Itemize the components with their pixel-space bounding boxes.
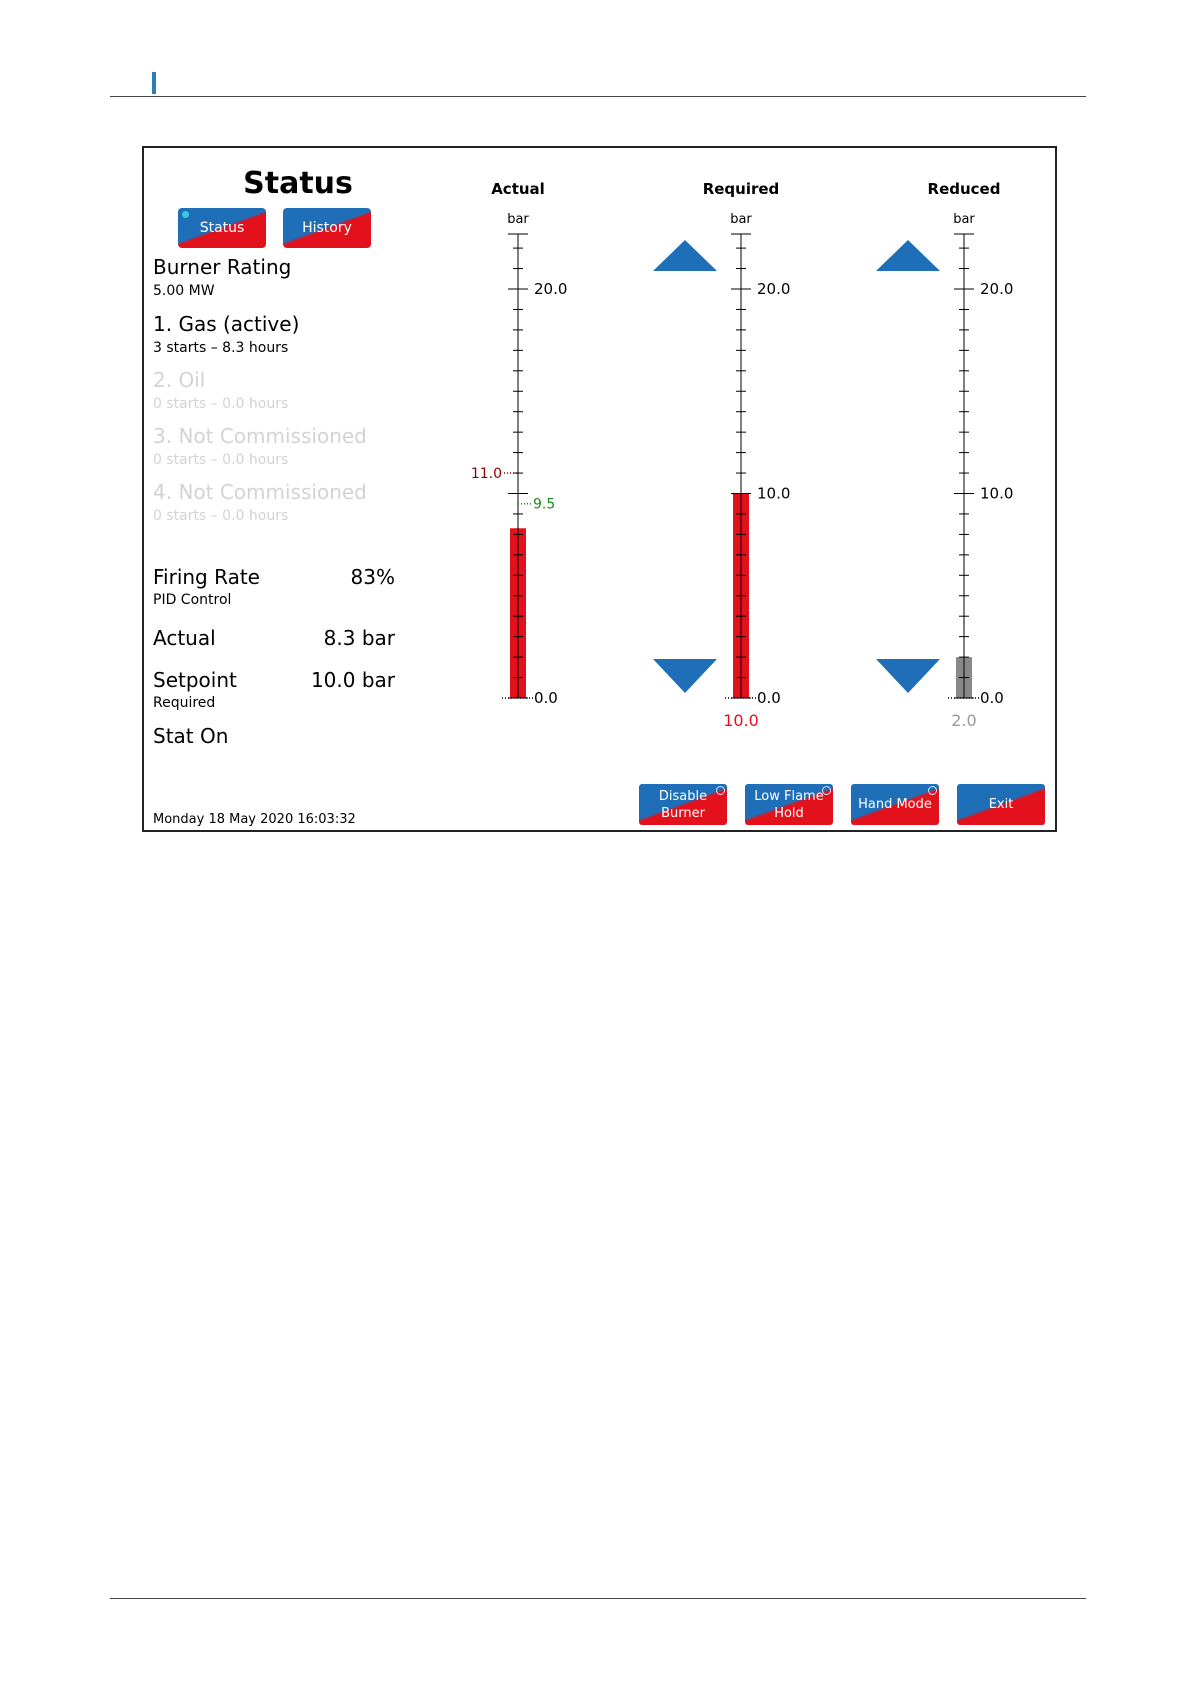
reduced-gauge-readout: 2.0 bbox=[951, 711, 977, 730]
clock-icon bbox=[928, 786, 937, 795]
reduced-gauge-title: Reduced bbox=[927, 180, 1001, 198]
hand-mode-label bbox=[858, 796, 932, 813]
fuel-1-name: 1. Gas (active) bbox=[153, 312, 300, 336]
actual-gauge-tick-label: 20.0 bbox=[534, 280, 568, 298]
exit-label bbox=[989, 796, 1014, 813]
required-gauge-title: Required bbox=[702, 180, 780, 198]
actual-gauge-unit: bar bbox=[507, 212, 529, 227]
disable-burner-label bbox=[659, 788, 707, 822]
actual-label: Actual bbox=[153, 626, 216, 650]
reduced-gauge-tick-label: 20.0 bbox=[980, 280, 1014, 298]
required-decrease-arrow-icon[interactable] bbox=[653, 659, 717, 693]
setpoint-source: Required bbox=[153, 695, 216, 711]
reduced-gauge-tick-label: 10.0 bbox=[980, 484, 1014, 503]
fuel-1-detail: 3 starts – 8.3 hours bbox=[153, 340, 289, 356]
actual-value: 8.3 bar bbox=[323, 626, 395, 650]
tab-history-label: History bbox=[302, 220, 352, 236]
actual-gauge-title: Actual bbox=[491, 180, 545, 198]
fuel-2-detail: 0 starts – 0.0 hours bbox=[153, 396, 289, 412]
low-flame-hold-label bbox=[754, 788, 823, 822]
low-flame-hold-label-line: Hold bbox=[774, 805, 804, 821]
fuel-4-name: 4. Not Commissioned bbox=[153, 480, 367, 504]
status-screen bbox=[142, 146, 1057, 832]
setpoint-label: Setpoint bbox=[153, 668, 237, 692]
burner-rating-value: 5.00 MW bbox=[153, 283, 215, 299]
fuel-4-detail: 0 starts – 0.0 hours bbox=[153, 508, 289, 524]
reduced-gauge-unit: bar bbox=[953, 212, 975, 227]
fuel-3-detail: 0 starts – 0.0 hours bbox=[153, 452, 289, 468]
gauges-panel bbox=[144, 148, 1055, 830]
clock-icon bbox=[822, 786, 831, 795]
exit-label-line: Exit bbox=[988, 797, 1014, 812]
required-gauge-unit: bar bbox=[730, 212, 752, 227]
disable-burner-label-line: Burner bbox=[661, 805, 705, 821]
exit-button[interactable] bbox=[957, 784, 1045, 825]
required-gauge-tick-label: 0.0 bbox=[757, 689, 781, 707]
burner-rating-label: Burner Rating bbox=[153, 255, 292, 279]
hand-mode-label-line: Hand Mode bbox=[858, 797, 932, 812]
clock-icon bbox=[716, 786, 725, 795]
page-title: Status bbox=[243, 166, 353, 201]
required-increase-arrow-icon[interactable] bbox=[653, 240, 717, 271]
reduced-increase-arrow-icon[interactable] bbox=[876, 240, 940, 271]
firing-rate-mode: PID Control bbox=[153, 592, 232, 608]
low-flame-hold-label-line: Low Flame bbox=[754, 788, 824, 804]
hand-mode-button[interactable] bbox=[851, 784, 939, 825]
disable-burner-button[interactable] bbox=[639, 784, 727, 825]
fuel-2-name: 2. Oil bbox=[153, 368, 206, 392]
fuel-3-name: 3. Not Commissioned bbox=[153, 424, 367, 448]
low-flame-hold-button[interactable] bbox=[745, 784, 833, 825]
setpoint-value: 10.0 bar bbox=[310, 668, 395, 692]
required-gauge-readout: 10.0 bbox=[723, 711, 759, 730]
required-gauge-tick-label: 10.0 bbox=[757, 484, 791, 503]
required-gauge-tick-label: 20.0 bbox=[757, 280, 791, 298]
actual-gauge-marker-label: 9.5 bbox=[533, 496, 556, 513]
actual-gauge-tick-label: 0.0 bbox=[534, 689, 558, 707]
tab-status-label: Status bbox=[199, 220, 245, 236]
footer-rule bbox=[110, 1598, 1086, 1599]
reduced-gauge-tick-label: 0.0 bbox=[980, 689, 1004, 707]
firing-rate-value: 83% bbox=[350, 565, 395, 589]
firing-rate-label: Firing Rate bbox=[153, 565, 260, 589]
header-marker bbox=[152, 72, 156, 94]
disable-burner-label-line: Disable bbox=[658, 788, 708, 804]
header-rule bbox=[110, 96, 1086, 97]
stat-status: Stat On bbox=[153, 724, 229, 748]
actual-gauge-marker-label: 11.0 bbox=[470, 466, 502, 483]
reduced-decrease-arrow-icon[interactable] bbox=[876, 659, 940, 693]
datetime: Monday 18 May 2020 16:03:32 bbox=[153, 812, 356, 827]
